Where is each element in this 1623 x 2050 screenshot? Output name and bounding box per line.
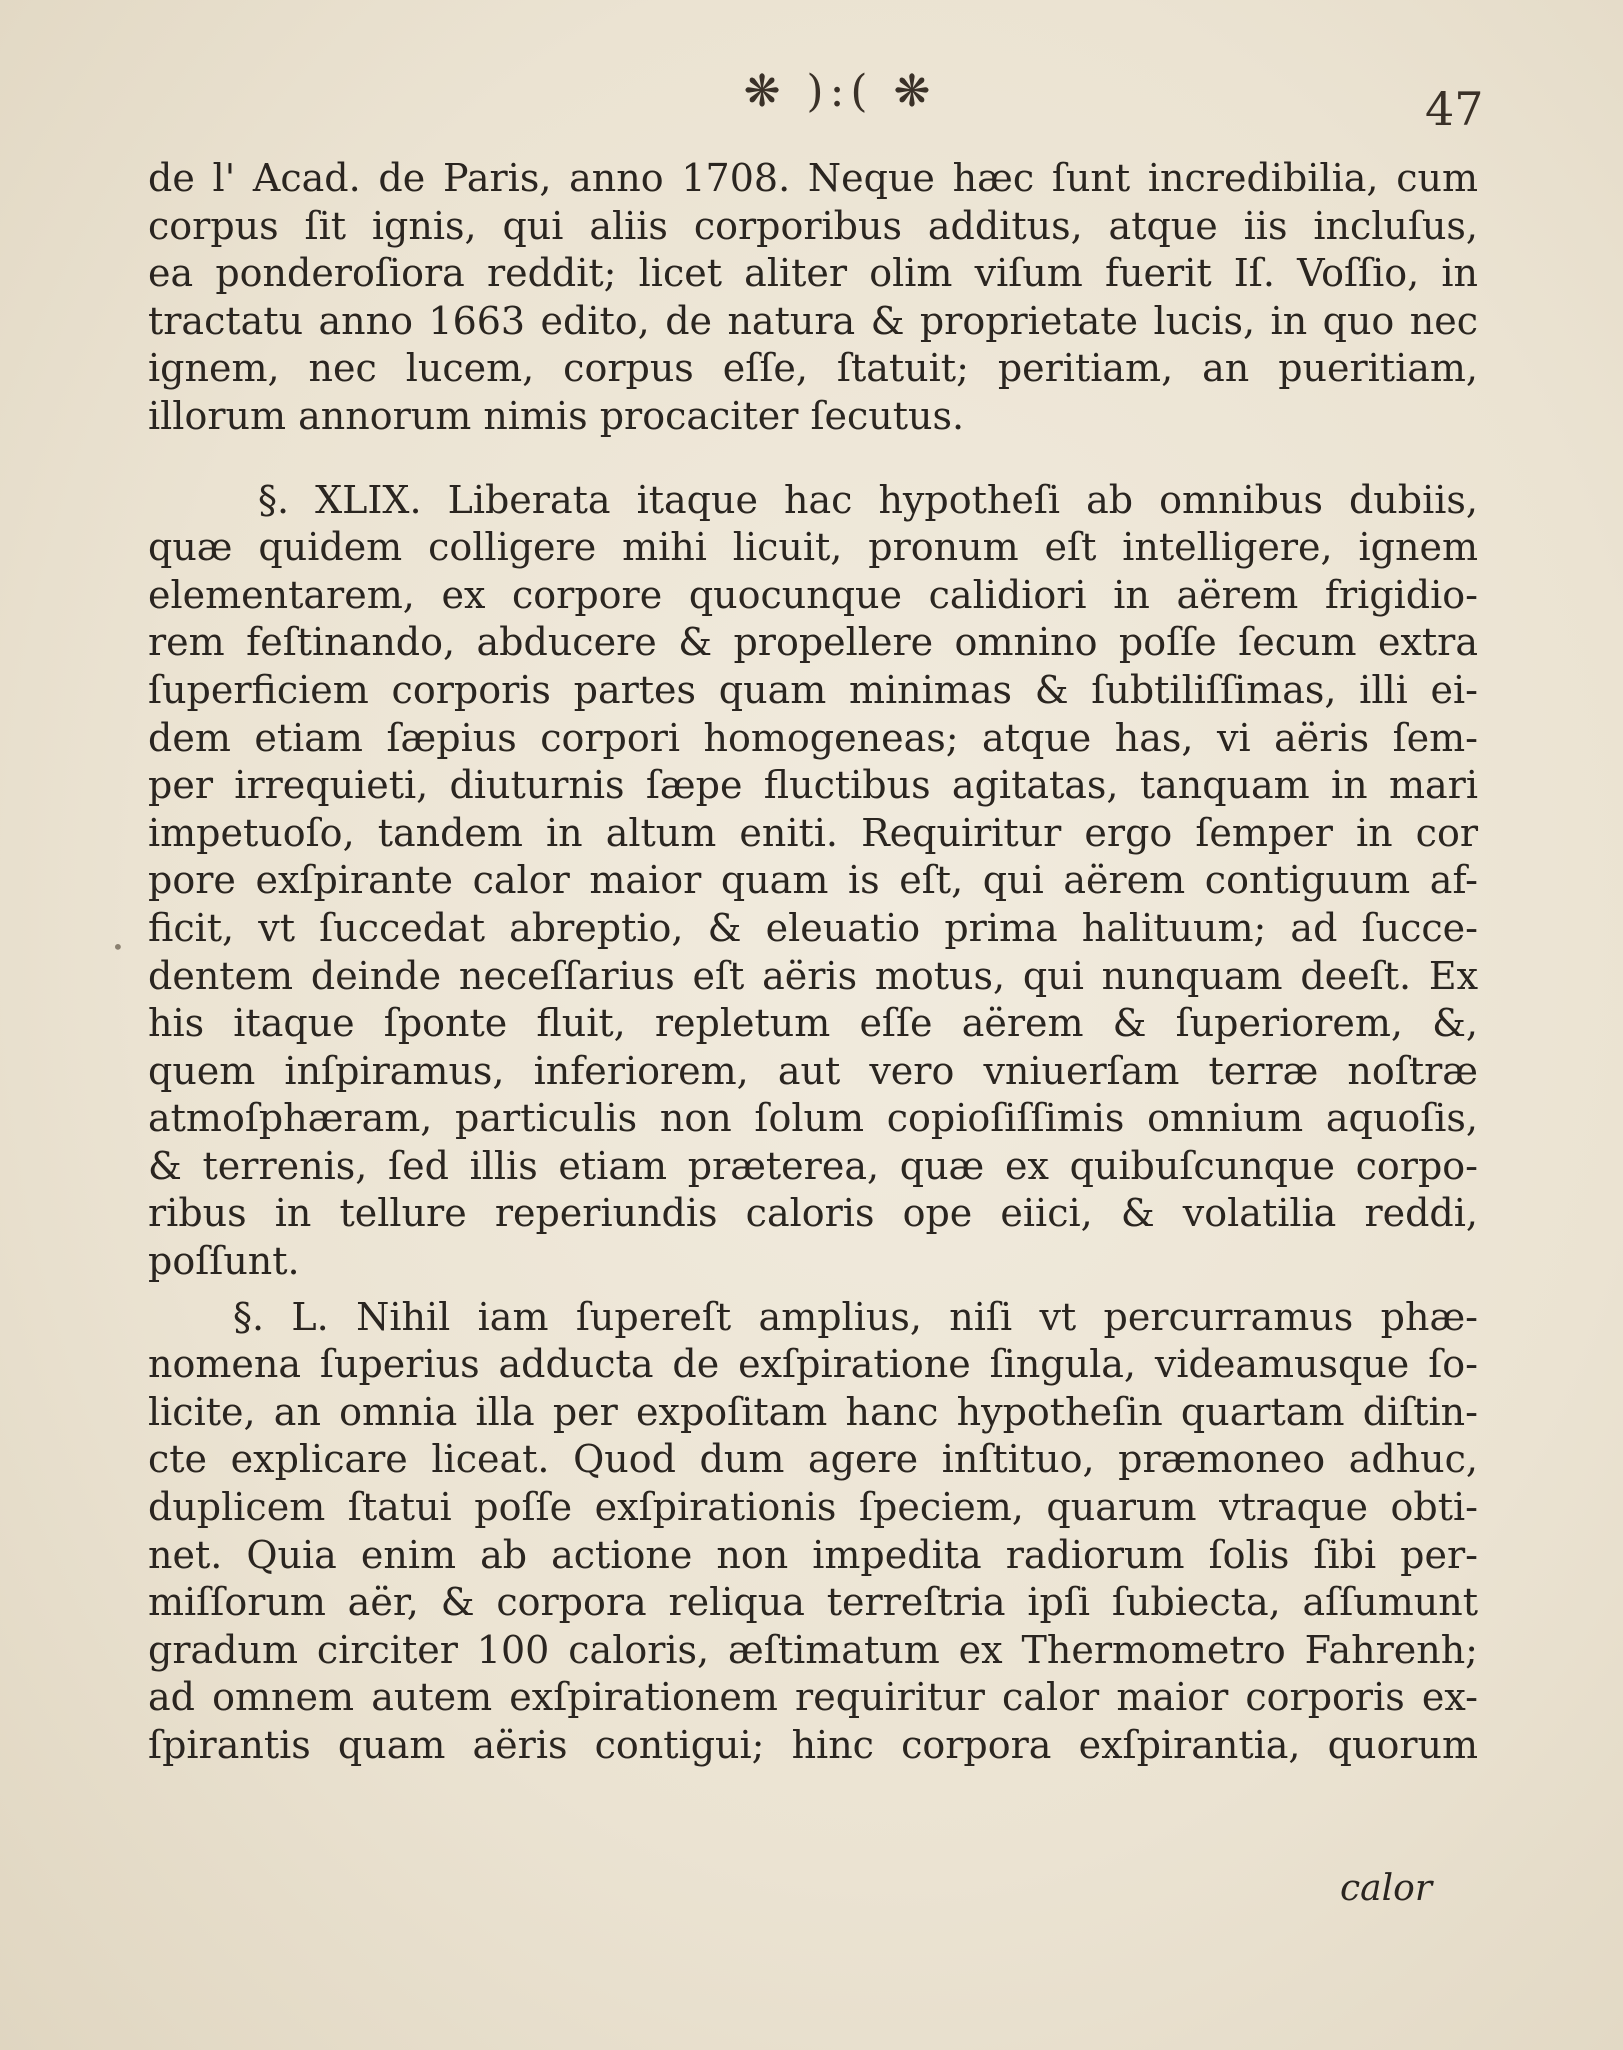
text-line: impetuoſo, tandem in altum eniti. Requiritur ergo ſemper in cor [148, 810, 1478, 855]
text-line: §. XLIX. Liberata itaque hac hypotheſi ab omnibus dubiis, [258, 477, 1478, 522]
text-line: ea ponderoſiora reddit; licet aliter olim viſum fuerit Iſ. Voſſio, in [148, 251, 1478, 296]
header-ornament: ❋ ):( ❋ [743, 66, 937, 117]
text-line: ſuperficiem corporis partes quam minimas & ſubtiliſſimas, illi ei- [148, 667, 1478, 712]
margin-mark: • [112, 935, 124, 959]
text-line: dem etiam ſæpius corpori homogeneas; atque has, vi aëris ſem- [148, 715, 1478, 760]
text-line: gradum circiter 100 caloris, æſtimatum ex Thermometro Fahrenh; [148, 1627, 1478, 1672]
page-number: 47 [1425, 82, 1484, 136]
paragraph-section-49 [148, 477, 1478, 1286]
text-line: tractatu anno 1663 edito, de natura & proprietate lucis, in quo nec [148, 298, 1478, 343]
text-line: cte explicare liceat. Quod dum agere inſtituo, præmoneo adhuc, [148, 1437, 1478, 1482]
text-line: nomena ſuperius adducta de exſpiratione ſingula, videamusque ſo- [148, 1342, 1478, 1387]
text-line: per irrequieti, diuturnis ſæpe fluctibus agitatas, tanquam in mari [148, 763, 1478, 808]
text-line: illorum annorum nimis procaciter ſecutus. [148, 393, 965, 438]
paragraph-section-50 [148, 1294, 1478, 1770]
text-line: quem inſpiramus, inferiorem, aut vero vniuerſam terræ noſtræ [148, 1048, 1478, 1093]
text-line: ad omnem autem exſpirationem requiritur calor maior corporis ex- [148, 1675, 1478, 1720]
text-line: duplicem ſtatui poſſe exſpirationis ſpeciem, quarum vtraque obti- [148, 1485, 1478, 1530]
catchword: calor [1340, 1868, 1433, 1909]
text-line: quæ quidem colligere mihi licuit, pronum eſt intelligere, ignem [148, 525, 1478, 570]
body-text [148, 155, 1478, 1770]
text-line: poſſunt. [148, 1239, 300, 1284]
text-line: miſſorum aër, & corpora reliqua terreſtria ipſi ſubiecta, aſſumunt [148, 1580, 1478, 1625]
text-line: his itaque ſponte fluit, repletum eſſe aërem & ſuperiorem, &, [148, 1001, 1478, 1046]
text-line: rem feſtinando, abducere & propellere omnino poſſe ſecum extra [148, 620, 1478, 665]
text-line: ſpirantis quam aëris contigui; hinc corpora exſpirantia, quorum [148, 1723, 1478, 1767]
text-line: ficit, vt ſuccedat abreptio, & eleuatio prima halituum; ad ſucce- [148, 905, 1478, 950]
paragraph-continuation [148, 155, 1478, 441]
text-line: §. L. Nihil iam ſupereſt amplius, niſi vt percurramus phæ- [233, 1294, 1478, 1339]
text-line: ribus in tellure reperiundis caloris ope eiici, & volatilia reddi, [148, 1191, 1478, 1236]
text-line: atmoſphæram, particulis non ſolum copioſiſſimis omnium aquoſis, [148, 1096, 1478, 1141]
text-line: & terrenis, ſed illis etiam præterea, quæ ex quibuſcunque corpo- [148, 1143, 1478, 1188]
text-line: ignem, nec lucem, corpus eſſe, ſtatuit; peritiam, an pueritiam, [148, 346, 1478, 391]
text-line: pore exſpirante calor maior quam is eſt, qui aërem contiguum af- [148, 858, 1478, 903]
text-line: elementarem, ex corpore quocunque calidiori in aërem frigidio- [148, 572, 1478, 617]
text-line: net. Quia enim ab actione non impedita radiorum ſolis ſibi per- [148, 1532, 1478, 1577]
text-line: licite, an omnia illa per expoſitam hanc hypotheſin quartam diſtin- [148, 1389, 1478, 1434]
text-line: dentem deinde neceſſarius eſt aëris motus, qui nunquam deeſt. Ex [148, 953, 1478, 998]
text-line: corpus ſit ignis, qui aliis corporibus additus, atque iis incluſus, [148, 203, 1478, 248]
text-line: de l' Acad. de Paris, anno 1708. Neque hæc ſunt incredibilia, cum [148, 156, 1478, 200]
